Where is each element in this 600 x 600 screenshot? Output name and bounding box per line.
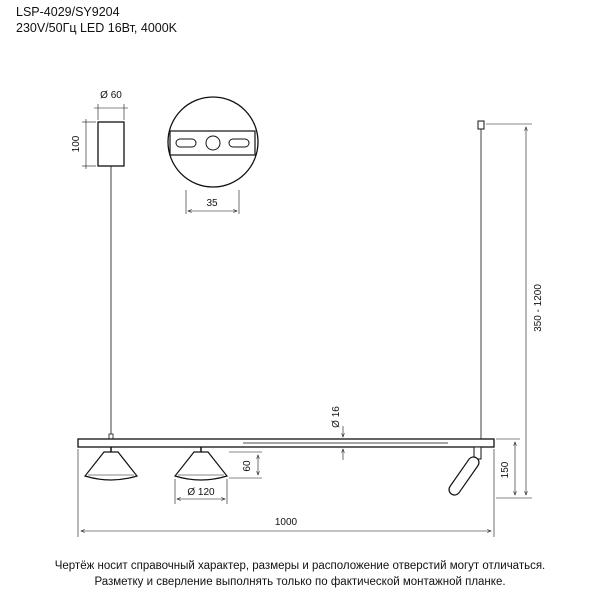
hole-spacing-label: 35 [206,198,218,209]
light-bar [78,439,494,447]
mounting-plate-detail [168,97,258,187]
spotlight [447,447,481,497]
center-hole [206,136,220,150]
shade-diameter-dimension [175,479,227,504]
right-ceiling-mount [478,121,484,129]
mounting-slot-left [176,139,196,147]
body-height-dimension [496,439,520,495]
total-height-dimension [486,124,544,498]
bar-diameter-label: Ø 16 [331,406,342,428]
canopy-diameter-dimension [94,90,128,120]
shade-center [175,447,227,480]
cable-clamp [109,434,113,439]
canopy-height-dimension [71,119,96,169]
model-number: LSP-4029/SY9204 [16,5,120,19]
shade-left [85,447,137,480]
mounting-slot-right [229,139,249,147]
total-height-label: 350 - 1200 [533,284,544,332]
body-height-label: 150 [500,461,511,479]
bar-diameter-dimension [331,406,343,460]
shade-height-label: 60 [242,460,253,472]
total-length-dimension [78,449,494,537]
shade-height-dimension [229,452,262,478]
disclaimer-line-2: Разметку и сверление выполнять только по фактической монтажной планке. [94,576,506,588]
canopy-diameter-label: Ø 60 [100,90,122,101]
shade-diameter-label: Ø 120 [187,487,215,498]
total-length-label: 1000 [274,517,298,528]
canopy [98,122,124,166]
electrical-spec: 230V/50Гц LED 16Вт, 4000K [16,21,178,35]
hole-spacing-dimension [186,190,239,214]
disclaimer-line-1: Чертёж носит справочный характер, размеры и расположение отверстий могут отличаться. [54,560,546,572]
canopy-height-label: 100 [71,135,82,153]
